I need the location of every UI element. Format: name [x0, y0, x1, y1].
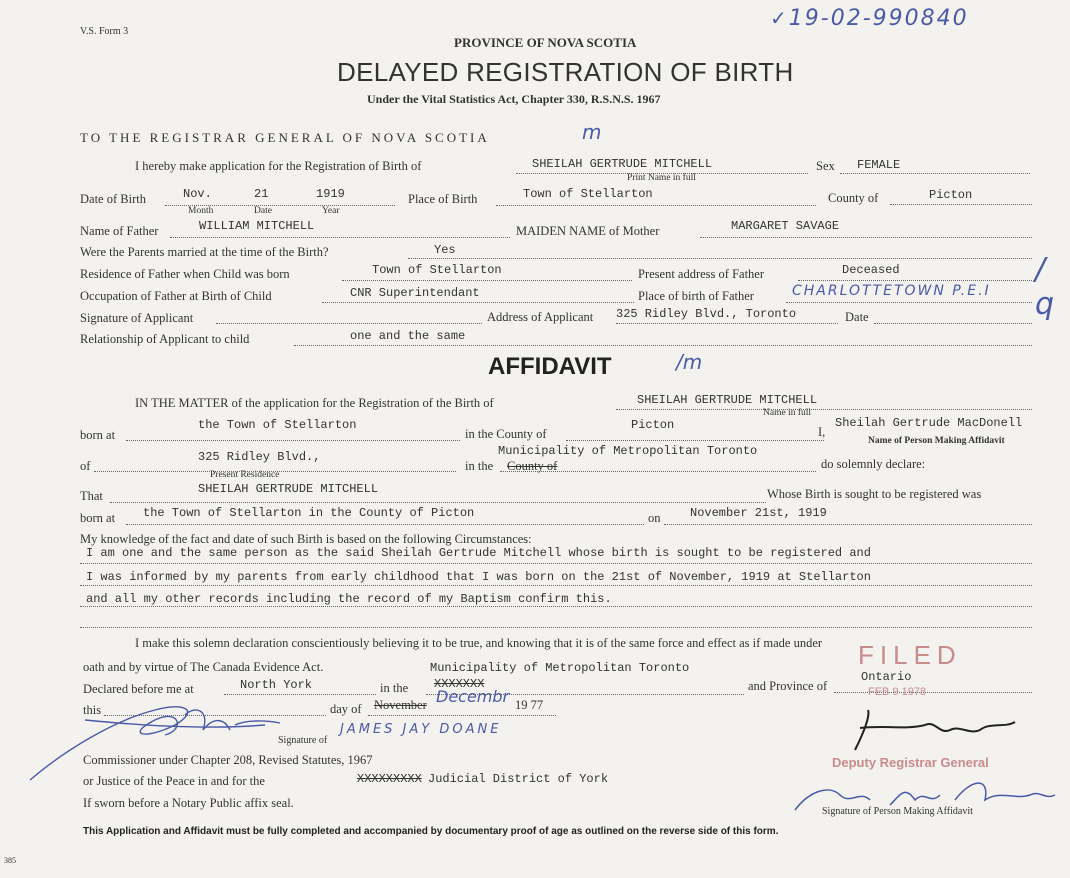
- i-label: I,: [818, 425, 826, 439]
- year-value: 19 77: [515, 698, 544, 712]
- born-at2-value: the Town of Stellarton in the County of Picton: [143, 506, 475, 520]
- province-value: Ontario: [861, 670, 912, 684]
- affidavit-county-value: Picton: [631, 418, 675, 432]
- relationship-value: one and the same: [350, 329, 466, 343]
- declare-text: do solemnly declare:: [821, 457, 926, 471]
- mother-label: MAIDEN NAME of Mother: [516, 224, 660, 238]
- month-struck: November: [374, 698, 427, 712]
- res-father-value: Town of Stellarton: [372, 263, 502, 277]
- dob-label: Date of Birth: [80, 192, 146, 206]
- margin-mark: / q: [1035, 252, 1055, 322]
- dob-month: Nov.: [183, 187, 212, 201]
- whose-text: Whose Birth is sought to be registered was: [767, 487, 982, 501]
- county-label: County of: [828, 191, 879, 205]
- circumstance-line-2: I was informed by my parents from early childhood that I was born on the 21st of November, 1919 at Stellarton: [86, 570, 871, 584]
- on-value: November 21st, 1919: [690, 506, 827, 520]
- on-label: on: [648, 511, 661, 525]
- circumstance-line-1: I am one and the same person as the said Sheilah Gertrude Mitchell whose birth is sought to be registered and: [86, 546, 871, 560]
- affidavit-initial-mark: /m: [676, 350, 703, 374]
- matter-name: SHEILAH GERTRUDE MITCHELL: [637, 393, 818, 407]
- initial-mark: m: [582, 120, 602, 144]
- married-label: Were the Parents married at the time of the Birth?: [80, 245, 329, 259]
- filed-date: FEB 9 1978: [868, 686, 927, 698]
- father-label: Name of Father: [80, 224, 159, 238]
- municipality2-value: Municipality of Metropolitan Toronto: [430, 661, 690, 675]
- relationship-label: Relationship of Applicant to child: [80, 332, 250, 346]
- declared-place: North York: [240, 678, 313, 692]
- year-hint: Year: [322, 206, 340, 216]
- present-addr-label: Present address of Father: [638, 267, 765, 281]
- date-label: Date: [845, 310, 869, 324]
- affidavit-heading: AFFIDAVIT: [488, 353, 612, 380]
- sex-value: FEMALE: [857, 158, 901, 172]
- sex-label: Sex: [816, 159, 835, 173]
- form-id: V.S. Form 3: [80, 26, 129, 37]
- sig-of-label: Signature of: [278, 735, 328, 746]
- commissioner-name: JAMES JAY DOANE: [340, 722, 502, 737]
- affidavit-county-label: in the County of: [465, 427, 547, 441]
- circumstance-line-3: and all my other records including the record of my Baptism confirm this.: [86, 592, 612, 606]
- pob-value: Town of Stellarton: [523, 187, 653, 201]
- born-at2-label: born at: [80, 511, 116, 525]
- date-hint: Date: [254, 206, 272, 216]
- corner-number: 385: [4, 856, 16, 865]
- justice-prefix: or Justice of the Peace in and for the: [83, 774, 265, 788]
- justice-suffix: Judicial District of York: [428, 772, 609, 786]
- res-father-label: Residence of Father when Child was born: [80, 267, 290, 281]
- present-addr-value: Deceased: [842, 263, 900, 277]
- to-registrar: TO THE REGISTRAR GENERAL OF NOVA SCOTIA: [80, 130, 490, 145]
- day-of-label: day of: [330, 702, 362, 716]
- residence-value: 325 Ridley Blvd.,: [198, 450, 321, 464]
- signature-label: Signature of Applicant: [80, 311, 194, 325]
- pob-label: Place of Birth: [408, 192, 478, 206]
- occupation-label: Occupation of Father at Birth of Child: [80, 289, 272, 303]
- solemn-line-1: I make this solemn declaration conscientiously believing it to be true, and knowing that it is of the same force and effect as if made under: [135, 636, 823, 650]
- knowledge-text: My knowledge of the fact and date of such Birth is based on the following Circumstances:: [80, 532, 532, 546]
- deponent-sig-label: Signature of Person Making Affidavit: [822, 806, 973, 817]
- commissioner-line: Commissioner under Chapter 208, Revised Statutes, 1967: [83, 753, 373, 767]
- born-at-label: born at: [80, 428, 116, 442]
- municipality-value: Municipality of Metropolitan Toronto: [498, 444, 758, 458]
- pob-father-value: CHARLOTTETOWN P.E.I: [792, 283, 991, 299]
- father-value: WILLIAM MITCHELL: [199, 219, 315, 233]
- matter-text: IN THE MATTER of the application for the Registration of the Birth of: [135, 396, 494, 410]
- province-label: and Province of: [748, 679, 828, 693]
- dob-day: 21: [254, 187, 269, 201]
- print-name-hint: Print Name in full: [627, 173, 696, 183]
- footer-note: This Application and Affidavit must be fully completed and accompanied by documentary proof of age as outlined on the reverse side of this form.: [83, 826, 779, 837]
- in-the-label: in the: [465, 459, 494, 473]
- page-title: DELAYED REGISTRATION OF BIRTH: [337, 57, 794, 87]
- handwritten-number: ✓19-02-990840: [770, 6, 969, 31]
- filed-stamp: FILED: [858, 640, 962, 670]
- in-the2-label: in the: [380, 681, 409, 695]
- pob-father-label: Place of birth of Father: [638, 289, 754, 303]
- present-residence-hint: Present Residence: [210, 470, 280, 480]
- dob-year: 1919: [316, 187, 345, 201]
- solemn-line-2: oath and by virtue of The Canada Evidence Act.: [83, 660, 324, 674]
- born-at-value: the Town of Stellarton: [198, 418, 357, 432]
- county-struck: County of: [507, 459, 558, 473]
- deputy-registrar-title: Deputy Registrar General: [832, 755, 989, 770]
- applicant-name-value: SHEILAH GERTRUDE MITCHELL: [532, 157, 713, 171]
- xxx-county: XXXXXXX: [434, 677, 485, 691]
- registrar-signature: [830, 700, 1030, 760]
- deponent-hint: Name of Person Making Affidavit: [868, 436, 1005, 446]
- of-label: of: [80, 459, 91, 473]
- month-hint: Month: [188, 206, 214, 216]
- that-label: That: [80, 489, 103, 503]
- deponent-name: Sheilah Gertrude MacDonell: [835, 416, 1023, 430]
- county-value: Picton: [929, 188, 973, 202]
- justice-xs: XXXXXXXXX: [357, 772, 422, 786]
- subtitle: Under the Vital Statistics Act, Chapter 330, R.S.N.S. 1967: [367, 92, 661, 106]
- occupation-value: CNR Superintendant: [350, 286, 480, 300]
- that-value: SHEILAH GERTRUDE MITCHELL: [198, 482, 379, 496]
- married-value: Yes: [434, 243, 456, 257]
- name-in-full-hint: Name in full: [763, 408, 812, 418]
- this-label: this: [83, 703, 102, 717]
- address-label: Address of Applicant: [487, 310, 594, 324]
- mother-value: MARGARET SAVAGE: [731, 219, 840, 233]
- month-handwritten: Decembr: [436, 687, 510, 706]
- application-intro: I hereby make application for the Registration of Birth of: [135, 159, 422, 173]
- declared-label: Declared before me at: [83, 682, 194, 696]
- notary-line: If sworn before a Notary Public affix seal.: [83, 796, 294, 810]
- province-heading: PROVINCE OF NOVA SCOTIA: [454, 35, 637, 50]
- address-value: 325 Ridley Blvd., Toronto: [616, 307, 797, 321]
